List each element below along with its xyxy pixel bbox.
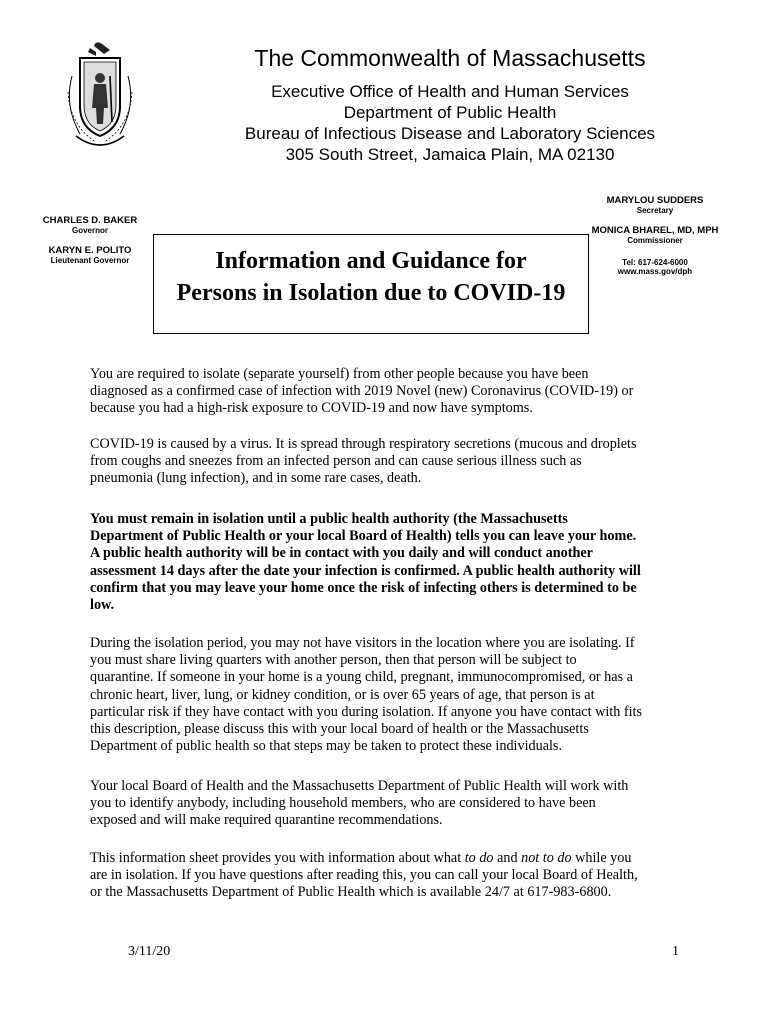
- paragraph-line: or the Massachusetts Department of Public Health which is available 24/7 at 617-983-6800.: [90, 884, 612, 901]
- secretary-role: Secretary: [636, 206, 674, 215]
- paragraph-line: During the isolation period, you may not have visitors in the location where you are isolating. If: [90, 635, 635, 651]
- paragraph-line: quarantine. If someone in your home is a young child, pregnant, immunocompromised, or has a: [90, 669, 633, 686]
- paragraph-line: You are required to isolate (separate yourself) from other people because you have been: [90, 366, 589, 382]
- commissioner-name: MONICA BHAREL, MD, MPH: [591, 225, 719, 236]
- paragraph-line: chronic heart, liver, lung, or kidney condition, or is over 65 years of age, that person is at: [90, 686, 595, 703]
- website: www.mass.gov/dph: [617, 267, 693, 276]
- emphasis-to-do: to do: [464, 850, 494, 866]
- paragraph-remain-isolation: [90, 511, 690, 614]
- paragraph-line: Your local Board of Health and the Massachusetts Department of Public Health will work with: [90, 778, 629, 794]
- paragraph-board-of-health: [90, 778, 690, 830]
- paragraph-line: particular risk if they have contact with you during isolation. If anyone you have contact with fits: [90, 703, 642, 720]
- commissioner-block: [580, 225, 730, 245]
- footer-date: 3/11/20: [128, 944, 171, 959]
- paragraph-line: because you had a high-risk exposure to COVID-19 and now have symptoms.: [90, 400, 533, 417]
- governor-role: Governor: [71, 226, 108, 235]
- text-run: while you: [571, 850, 632, 866]
- governor-block: [10, 215, 170, 235]
- header-line-office: Executive Office of Health and Human Services: [271, 82, 629, 101]
- paragraph-line: pneumonia (lung infection), and in some rare cases, death.: [90, 470, 422, 487]
- massachusetts-seal-icon: [50, 36, 150, 156]
- header-line-bureau: Bureau of Infectious Disease and Laboratory Sciences: [244, 124, 656, 143]
- paragraph-visitors: [90, 635, 690, 755]
- paragraph-line: You must remain in isolation until a public health authority (the Massachusetts: [90, 511, 568, 527]
- paragraph-virus-info: [90, 436, 690, 488]
- header-line-department: Department of Public Health: [343, 103, 557, 122]
- paragraph-isolation-requirement: [90, 366, 690, 418]
- paragraph-line: [90, 850, 690, 867]
- lt-governor-block: [10, 245, 170, 265]
- text-run: and: [493, 850, 522, 866]
- paragraph-line: A public health authority will be in contact with you daily and will conduct another: [90, 545, 593, 562]
- paragraph-line: Department of public health so that steps may be taken to protect these individuals.: [90, 738, 563, 755]
- agency-title: The Commonwealth of Massachusetts: [254, 45, 646, 71]
- phone-number: Tel: 617-624-6000: [622, 258, 688, 267]
- paragraph-line: confirm that you may leave your home once the risk of infecting others is determined to be: [90, 579, 637, 596]
- governor-name: CHARLES D. BAKER: [42, 215, 138, 226]
- paragraph-information-sheet: [90, 850, 690, 902]
- document-title-line-2: Persons in Isolation due to COVID-19: [176, 280, 566, 306]
- paragraph-line: this description, please discuss this with your local board of health or the Massachusetts: [90, 721, 589, 738]
- paragraph-line: assessment 14 days after the date your infection is confirmed. A public health authority will: [90, 562, 641, 579]
- paragraph-line: exposed and will make required quarantine recommendations.: [90, 812, 443, 829]
- page-number: 1: [672, 944, 679, 959]
- lt-governor-name: KARYN E. POLITO: [48, 245, 132, 256]
- document-title-box: [153, 234, 589, 334]
- paragraph-line: you to identify anybody, including household members, who are considered to have been: [90, 795, 596, 812]
- secretary-name: MARYLOU SUDDERS: [606, 195, 704, 206]
- document-title-line-1: Information and Guidance for: [215, 248, 527, 274]
- commissioner-role: Commissioner: [627, 236, 683, 245]
- lt-governor-role: Lieutenant Governor: [50, 256, 130, 265]
- paragraph-line: low.: [90, 597, 115, 614]
- contact-block: [580, 258, 730, 276]
- paragraph-line: Department of Public Health or your local Board of Health) tells you can leave your home.: [90, 528, 637, 545]
- text-run: This information sheet provides you with information about what: [90, 850, 465, 866]
- paragraph-line: you must share living quarters with another person, then that person will be subject to: [90, 652, 577, 669]
- paragraph-line: from coughs and sneezes from an infected person and can cause serious illness such as: [90, 453, 582, 470]
- header-line-address: 305 South Street, Jamaica Plain, MA 02130: [285, 145, 615, 164]
- secretary-block: [580, 195, 730, 215]
- paragraph-line: COVID-19 is caused by a virus. It is spread through respiratory secretions (mucous and droplets: [90, 436, 637, 452]
- paragraph-line: are in isolation. If you have questions after reading this, you can call your local Board of Health,: [90, 867, 638, 884]
- paragraph-line: diagnosed as a confirmed case of infection with 2019 Novel (new) Coronavirus (COVID-19) or: [90, 383, 634, 400]
- emphasis-not-to-do: not to do: [521, 850, 572, 866]
